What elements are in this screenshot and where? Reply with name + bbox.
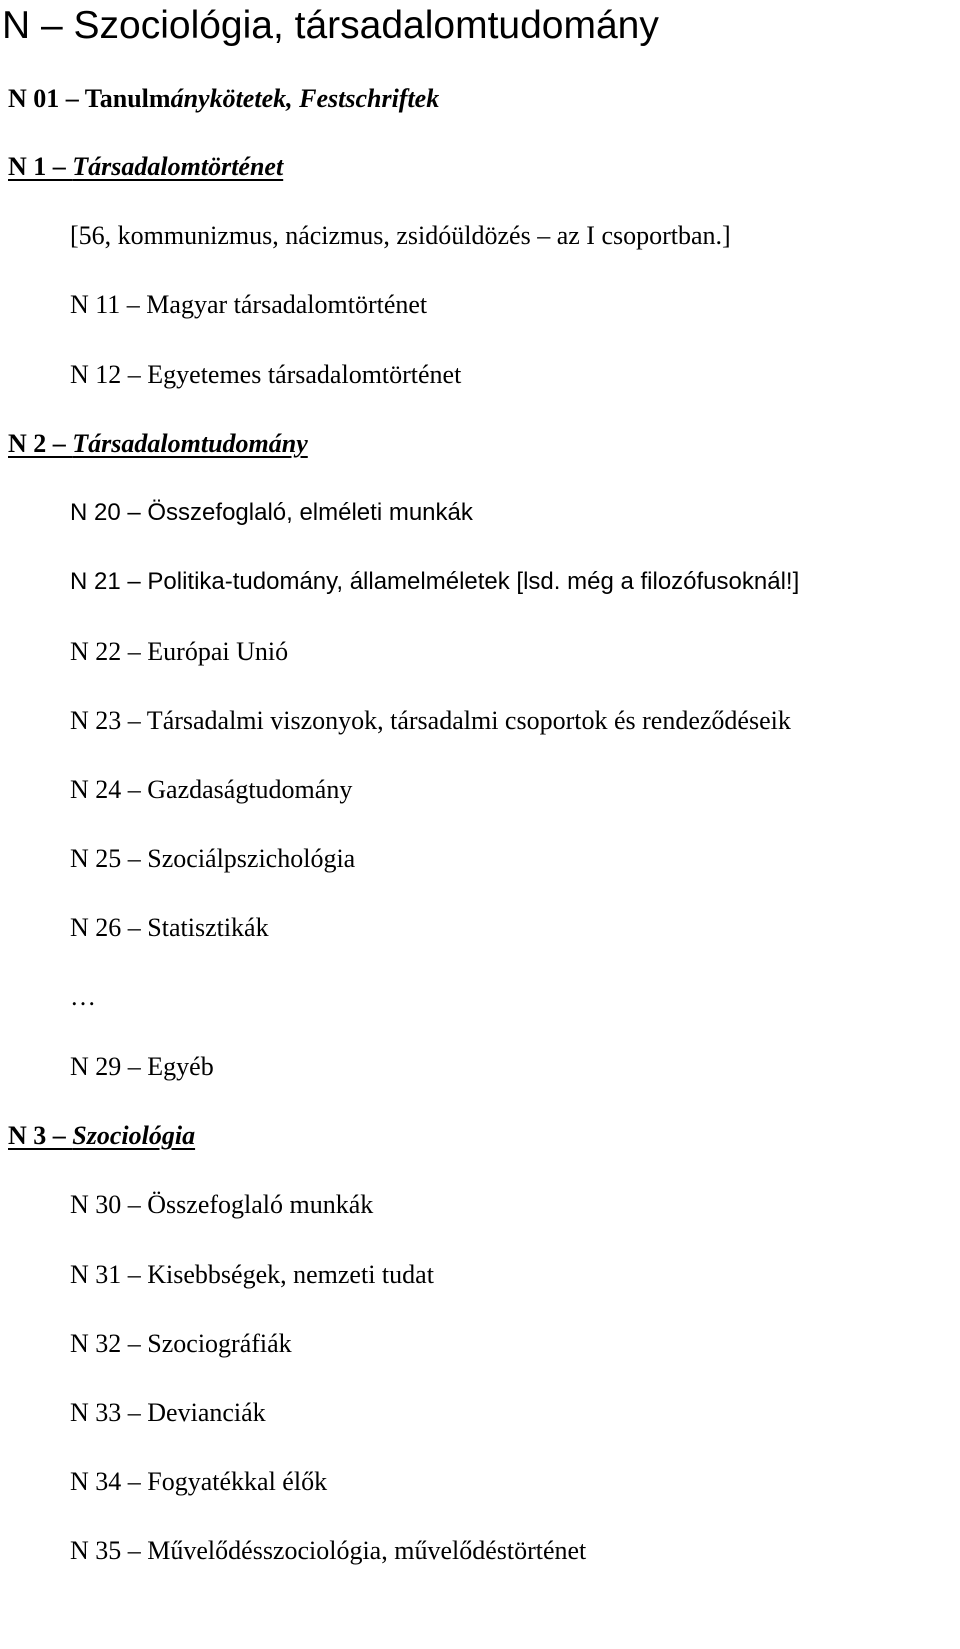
list-item-n26: N 26 – Statisztikák xyxy=(70,913,269,942)
list-item-n22: N 22 – Európai Unió xyxy=(70,637,289,666)
heading-n2-label: Társadalomtudomány xyxy=(72,429,308,458)
heading-n2 xyxy=(8,431,308,457)
list-item-n20: N 20 – Összefoglaló, elméleti munkák xyxy=(70,499,473,526)
list-item-n25: N 25 – Szociálpszichológia xyxy=(70,844,356,873)
list-item-n34: N 34 – Fogyatékkal élők xyxy=(70,1467,328,1496)
list-item-n12: N 12 – Egyetemes társadalomtörténet xyxy=(70,360,462,389)
list-item-n30: N 30 – Összefoglaló munkák xyxy=(70,1190,374,1219)
list-item-n32: N 32 – Szociográfiák xyxy=(70,1329,292,1358)
heading-n1 xyxy=(8,154,283,180)
list-item-n21: N 21 – Politika-tudomány, államelméletek [lsd. még a filozófusoknál!] xyxy=(70,568,800,595)
list-item-n33: N 33 – Devianciák xyxy=(70,1398,266,1427)
note-n1: [56, kommunizmus, nácizmus, zsidóüldözés – az I csoportban.] xyxy=(70,221,731,250)
page-title: N – Szociológia, társadalomtudomány xyxy=(2,4,659,47)
list-item-n29: N 29 – Egyéb xyxy=(70,1052,214,1081)
heading-n1-code: N 1 – xyxy=(8,152,73,181)
list-item-n24: N 24 – Gazdaságtudomány xyxy=(70,775,353,804)
heading-n3-label: Szociológia xyxy=(72,1121,196,1150)
heading-n2-code: N 2 – xyxy=(8,429,73,458)
heading-n01 xyxy=(8,86,439,112)
list-item-n23: N 23 – Társadalmi viszonyok, társadalmi csoportok és rendeződéseik xyxy=(70,706,791,735)
heading-n01-code: N 01 – Tanulm xyxy=(8,84,171,113)
heading-n01-label: ánykötetek, Festschriftek xyxy=(170,84,440,113)
list-item-ellipsis: … xyxy=(70,982,96,1011)
list-item-n11: N 11 – Magyar társadalomtörténet xyxy=(70,290,428,319)
heading-n3-code: N 3 – xyxy=(8,1121,73,1150)
list-item-n35: N 35 – Művelődésszociológia, művelődéstörténet xyxy=(70,1536,587,1565)
heading-n1-label: Társadalomtörténet xyxy=(72,152,284,181)
heading-n3 xyxy=(8,1123,195,1149)
list-item-n31: N 31 – Kisebbségek, nemzeti tudat xyxy=(70,1260,434,1289)
